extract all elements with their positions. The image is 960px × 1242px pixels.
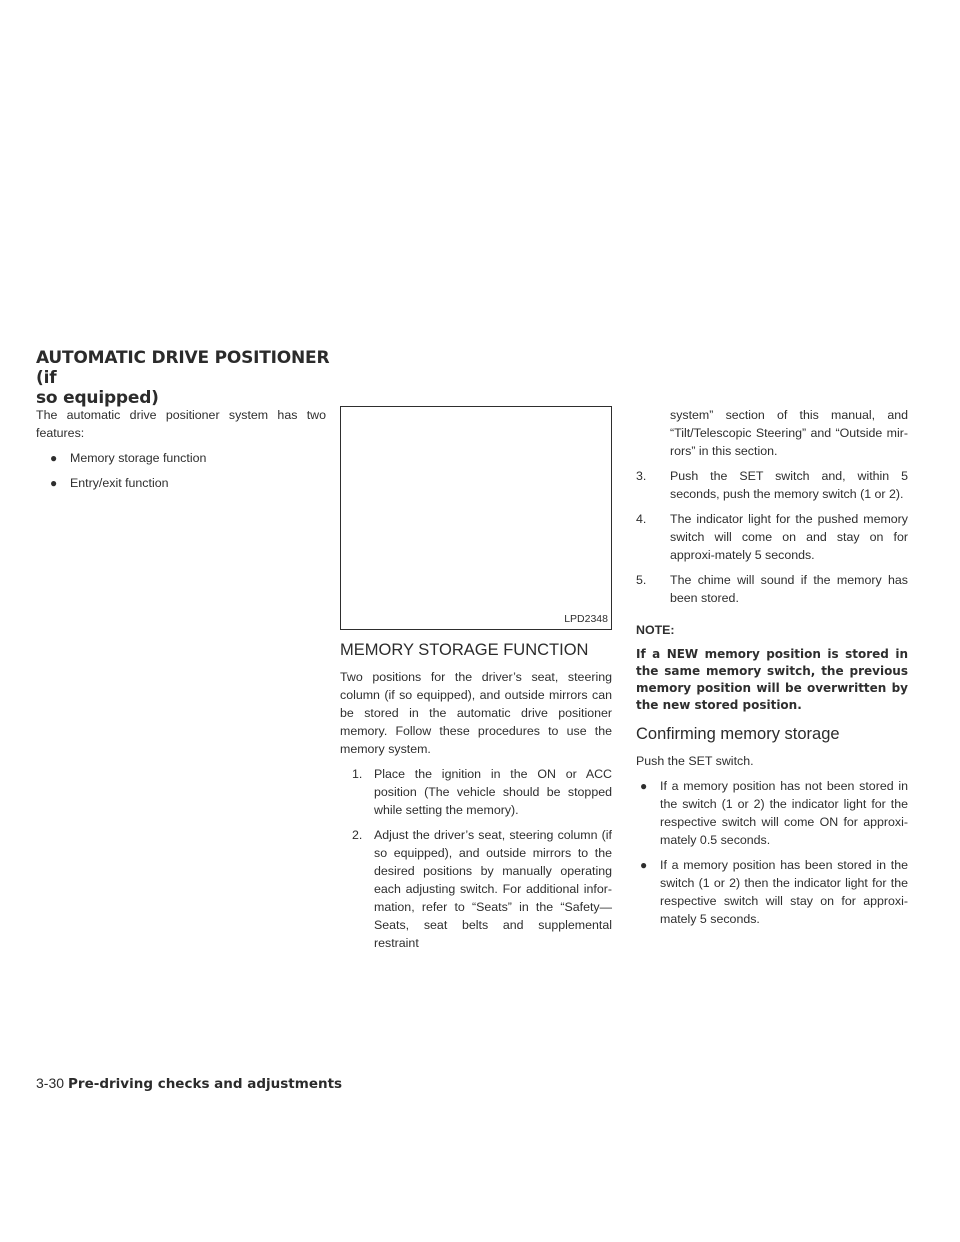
note-title: NOTE: <box>636 623 675 637</box>
step-text: Place the ignition in the ON or ACC position (The vehicle should be stopped while setting the memory). <box>374 767 612 817</box>
confirm-intro: Push the SET switch. <box>636 754 754 768</box>
section-title <box>36 348 336 408</box>
right-column <box>636 406 908 928</box>
confirm-bullet-text: If a memory position has been stored in the switch (1 or 2) then the indicator light for the respective switch will stay on for approxi-mately 5 seconds. <box>660 858 908 926</box>
figure-illustration <box>340 406 612 630</box>
step-number: 2. <box>352 828 363 842</box>
list-item <box>636 571 908 607</box>
bullet-icon: ● <box>640 858 648 872</box>
step-text-continued: system” section of this manual, and “Tilt/Telescopic Steering” and “Outside mir-rors” in this section. <box>670 408 908 458</box>
step-number: 5. <box>636 573 647 587</box>
list-item <box>36 449 326 467</box>
step-text: The chime will sound if the memory has been stored. <box>670 573 908 605</box>
bullet-icon: ● <box>50 476 58 490</box>
bullet-icon: ● <box>50 451 58 465</box>
list-item <box>636 856 908 928</box>
note-body: If a NEW memory position is stored in the same memory switch, the previous memory position will be overwritten by the new stored position. <box>636 647 908 712</box>
list-item <box>636 467 908 503</box>
page-footer <box>36 1075 342 1092</box>
list-item <box>636 777 908 849</box>
step-number: 3. <box>636 469 647 483</box>
middle-column <box>340 406 612 952</box>
confirm-heading: Confirming memory storage <box>636 725 840 743</box>
step-text: Adjust the driver’s seat, steering column (if so equipped), and outside mirrors to the desired positions by manually operating each adjusting switch. For additional infor-mation, refer to “Seats” in the “Safety—Seats, seat belts and supplemental restraint <box>374 828 612 950</box>
chapter-title: Pre-driving checks and adjustments <box>68 1076 343 1092</box>
step-text: Push the SET switch and, within 5 seconds, push the memory switch (1 or 2). <box>670 469 908 501</box>
intro-paragraph: The automatic drive positioner system has two features: <box>36 408 326 440</box>
memory-intro: Two positions for the driver’s seat, steering column (if so equipped), and outside mirrors can be stored in the automatic drive positioner memory. Follow these procedures to use the memory system. <box>340 670 612 756</box>
list-item <box>636 406 908 460</box>
list-item <box>36 474 326 492</box>
figure-label: LPD2348 <box>564 613 608 625</box>
confirm-bullet-text: If a memory position has not been stored in the switch (1 or 2) the indicator light for the respective switch will come ON for approxi-mately 0.5 seconds. <box>660 779 908 847</box>
list-item <box>636 510 908 564</box>
step-number: 1. <box>352 767 363 781</box>
bullet-icon: ● <box>640 779 648 793</box>
step-number: 4. <box>636 512 647 526</box>
list-item <box>340 765 612 819</box>
page-number: 3-30 <box>36 1075 65 1091</box>
memory-heading: MEMORY STORAGE FUNCTION <box>340 641 589 659</box>
feature-label: Memory storage function <box>70 451 207 465</box>
list-item <box>340 826 612 952</box>
section-title-line1: AUTOMATIC DRIVE POSITIONER (if <box>36 348 330 388</box>
left-column <box>36 406 326 492</box>
section-title-line2: so equipped) <box>36 388 159 408</box>
step-text: The indicator light for the pushed memory switch will come on and stay on for approxi-mately 5 seconds. <box>670 512 908 562</box>
feature-label: Entry/exit function <box>70 476 169 490</box>
